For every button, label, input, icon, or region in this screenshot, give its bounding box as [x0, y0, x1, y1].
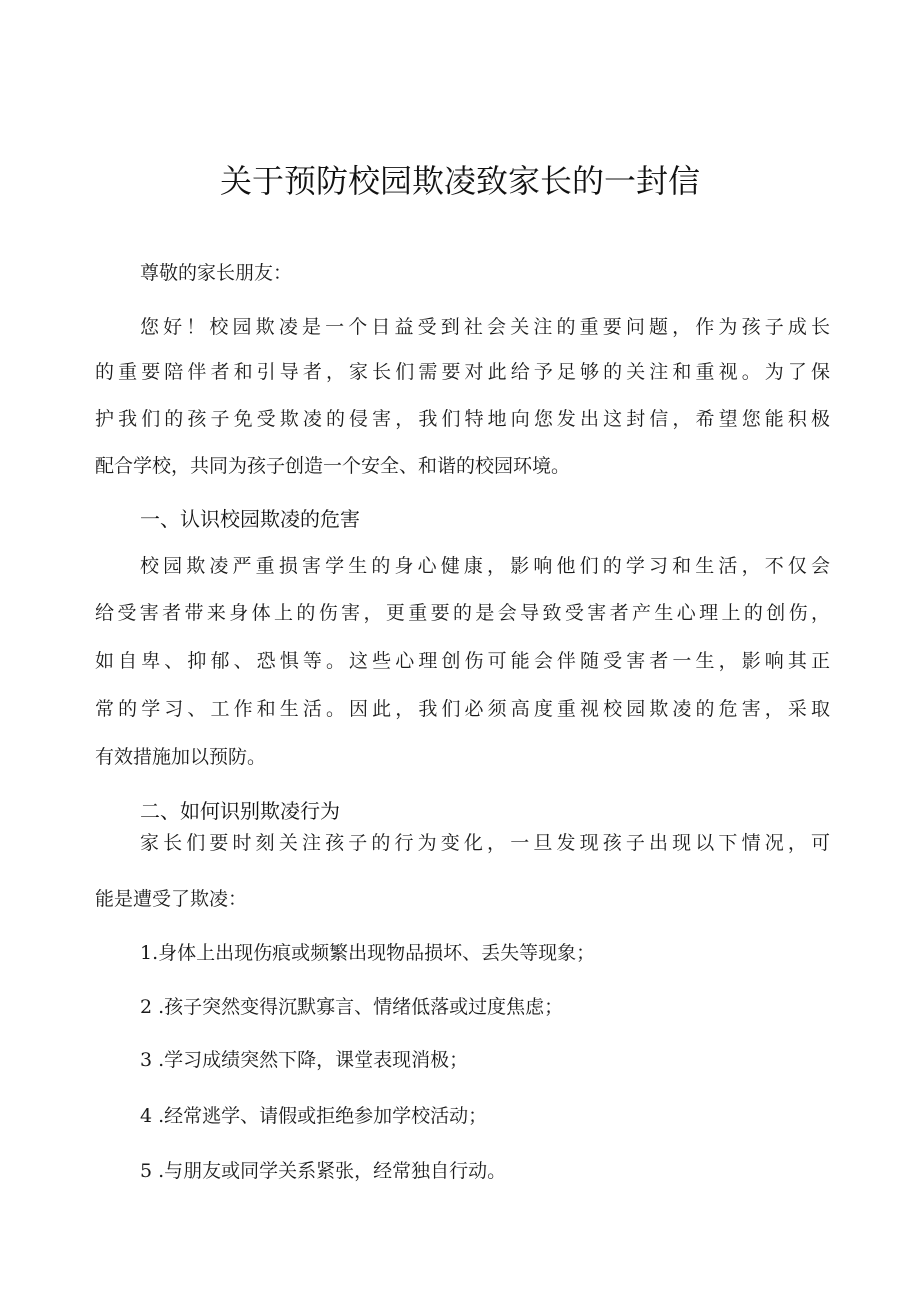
list-item-number: 1.: [140, 942, 159, 964]
identify-line-2: 能是遭受了欺凌：: [95, 888, 248, 910]
list-item-number: 2 .: [140, 996, 165, 1018]
intro-line-2: 的重要陪伴者和引导者，家长们需要对此给予足够的关注和重视。为了保: [95, 361, 830, 383]
list-item: [140, 1101, 487, 1131]
intro-line-1: 您好！校园欺凌是一个日益受到社会关注的重要问题，作为孩子成长: [140, 316, 830, 338]
section-heading-identify: 二、如何识别欺凌行为: [140, 799, 340, 823]
list-item: [140, 992, 563, 1022]
list-item-text: 与朋友或同学关系紧张，经常独自行动。: [164, 1160, 507, 1182]
list-item-text: 身体上出现伤痕或频繁出现物品损坏、丢失等现象；: [158, 942, 596, 964]
section-heading-harm: 一、认识校园欺凌的危害: [140, 507, 360, 531]
list-item-text: 经常逃学、请假或拒绝参加学校活动；: [164, 1105, 488, 1127]
list-item-text: 学习成绩突然下降，课堂表现消极；: [164, 1049, 469, 1071]
harm-line-5: 有效措施加以预防。: [95, 746, 267, 768]
document-title: 关于预防校园欺凌致家长的一封信: [219, 162, 700, 200]
salutation: 尊敬的家长朋友：: [140, 262, 293, 284]
list-item: [140, 1045, 468, 1075]
list-item-number: 5 .: [140, 1160, 165, 1182]
list-item: [140, 938, 595, 968]
identify-line-1: 家长们要时刻关注孩子的行为变化，一旦发现孩子出现以下情况，可: [140, 832, 830, 854]
harm-line-2: 给受害者带来身体上的伤害，更重要的是会导致受害者产生心理上的创伤，: [95, 602, 830, 624]
intro-line-4: 配合学校，共同为孩子创造一个安全、和谐的校园环境。: [95, 455, 571, 477]
list-item-text: 孩子突然变得沉默寡言、情绪低落或过度焦虑；: [164, 996, 564, 1018]
list-item-number: 3 .: [140, 1049, 165, 1071]
intro-line-3: 护我们的孩子免受欺凌的侵害，我们特地向您发出这封信，希望您能积极: [95, 408, 830, 430]
list-item: [140, 1156, 506, 1186]
harm-line-4: 常的学习、工作和生活。因此，我们必须高度重视校园欺凌的危害，采取: [95, 698, 830, 720]
list-item-number: 4 .: [140, 1105, 165, 1127]
harm-line-1: 校园欺凌严重损害学生的身心健康，影响他们的学习和生活，不仅会: [140, 555, 830, 577]
harm-line-3: 如自卑、抑郁、恐惧等。这些心理创伤可能会伴随受害者一生，影响其正: [95, 650, 830, 672]
